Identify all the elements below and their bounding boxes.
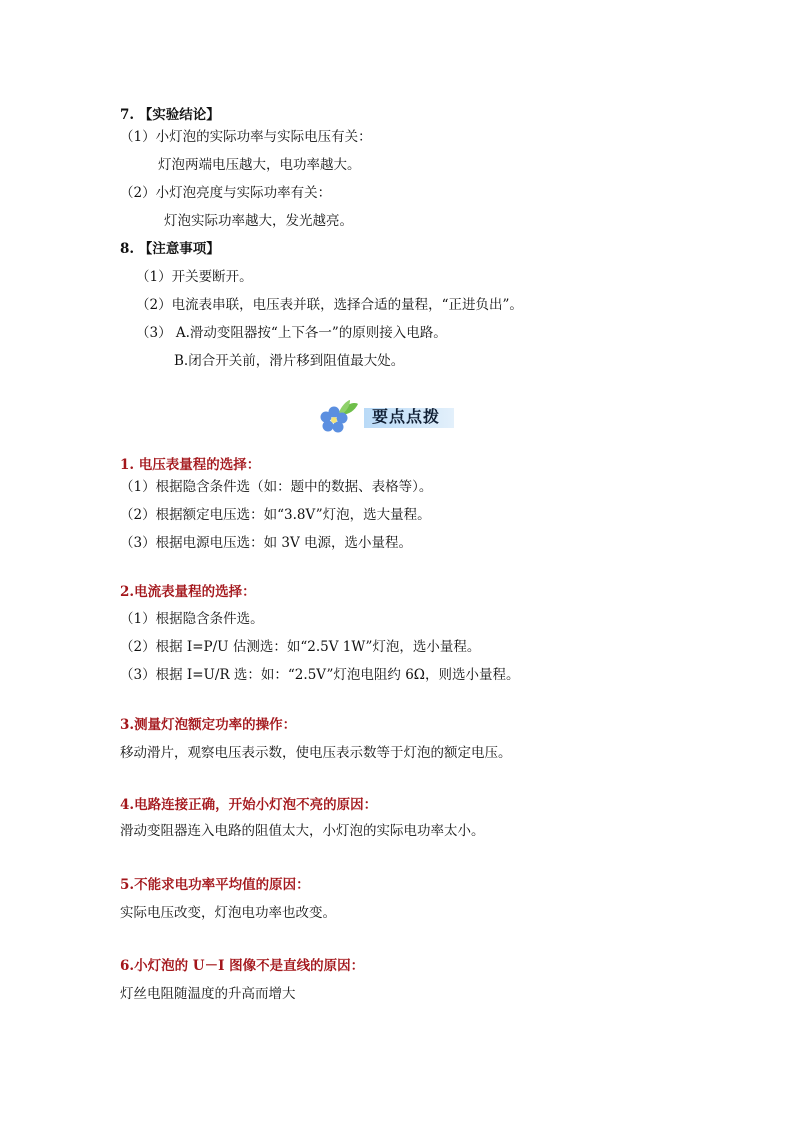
key-points-banner: [318, 398, 458, 436]
section7-line-4: 灯泡实际功率越大，发光越亮。: [164, 213, 353, 229]
section8-line-1: （1）开关要断开。: [136, 269, 253, 285]
point1-heading: 1. 电压表量程的选择：: [120, 457, 261, 473]
point3-heading: 3.测量灯泡额定功率的操作：: [120, 717, 297, 733]
section8-line-2: （2）电流表串联，电压表并联，选择合适的量程，“正进负出”。: [136, 297, 523, 313]
point2-heading: 2.电流表量程的选择：: [120, 584, 256, 600]
point1-line-1: （1）根据隐含条件选（如：题中的数据、表格等）。: [120, 479, 433, 495]
point5-heading: 5.不能求电功率平均值的原因：: [120, 877, 310, 893]
section7-line-2: 灯泡两端电压越大，电功率越大。: [158, 157, 361, 173]
section8-line-3: （3） A.滑动变阻器按“上下各一”的原则接入电路。: [136, 325, 447, 341]
point3-line-1: 移动滑片，观察电压表示数，使电压表示数等于灯泡的额定电压。: [120, 745, 512, 761]
section8-heading: 8. 【注意事项】: [120, 241, 220, 257]
section8-line-4: B.闭合开关前，滑片移到阻值最大处。: [174, 353, 405, 369]
point2-line-3: （3）根据 I=U/R 选：如：“2.5V”灯泡电阻约 6Ω，则选小量程。: [120, 667, 520, 683]
point2-line-1: （1）根据隐含条件选。: [120, 611, 264, 627]
point6-line-1: 灯丝电阻随温度的升高而增大: [120, 986, 296, 1002]
point1-line-2: （2）根据额定电压选：如“3.8V”灯泡，选大量程。: [120, 507, 431, 523]
point6-heading: 6.小灯泡的 U－I 图像不是直线的原因：: [120, 958, 365, 974]
point2-line-2: （2）根据 I=P/U 估测选：如“2.5V 1W”灯泡，选小量程。: [120, 639, 481, 655]
section7-line-1: （1）小灯泡的实际功率与实际电压有关：: [120, 129, 372, 145]
section7-line-3: （2）小灯泡亮度与实际功率有关：: [120, 185, 332, 201]
point5-line-1: 实际电压改变，灯泡电功率也改变。: [120, 905, 336, 921]
flower-icon: [318, 398, 364, 436]
point4-heading: 4.电路连接正确，开始小灯泡不亮的原因：: [120, 797, 378, 813]
point1-line-3: （3）根据电源电压选：如 3V 电源，选小量程。: [120, 535, 413, 551]
point4-line-1: 滑动变阻器连入电路的阻值太大，小灯泡的实际电功率太小。: [120, 823, 485, 839]
banner-title: 要点点拨: [372, 407, 441, 426]
section7-heading: 7. 【实验结论】: [120, 107, 220, 123]
